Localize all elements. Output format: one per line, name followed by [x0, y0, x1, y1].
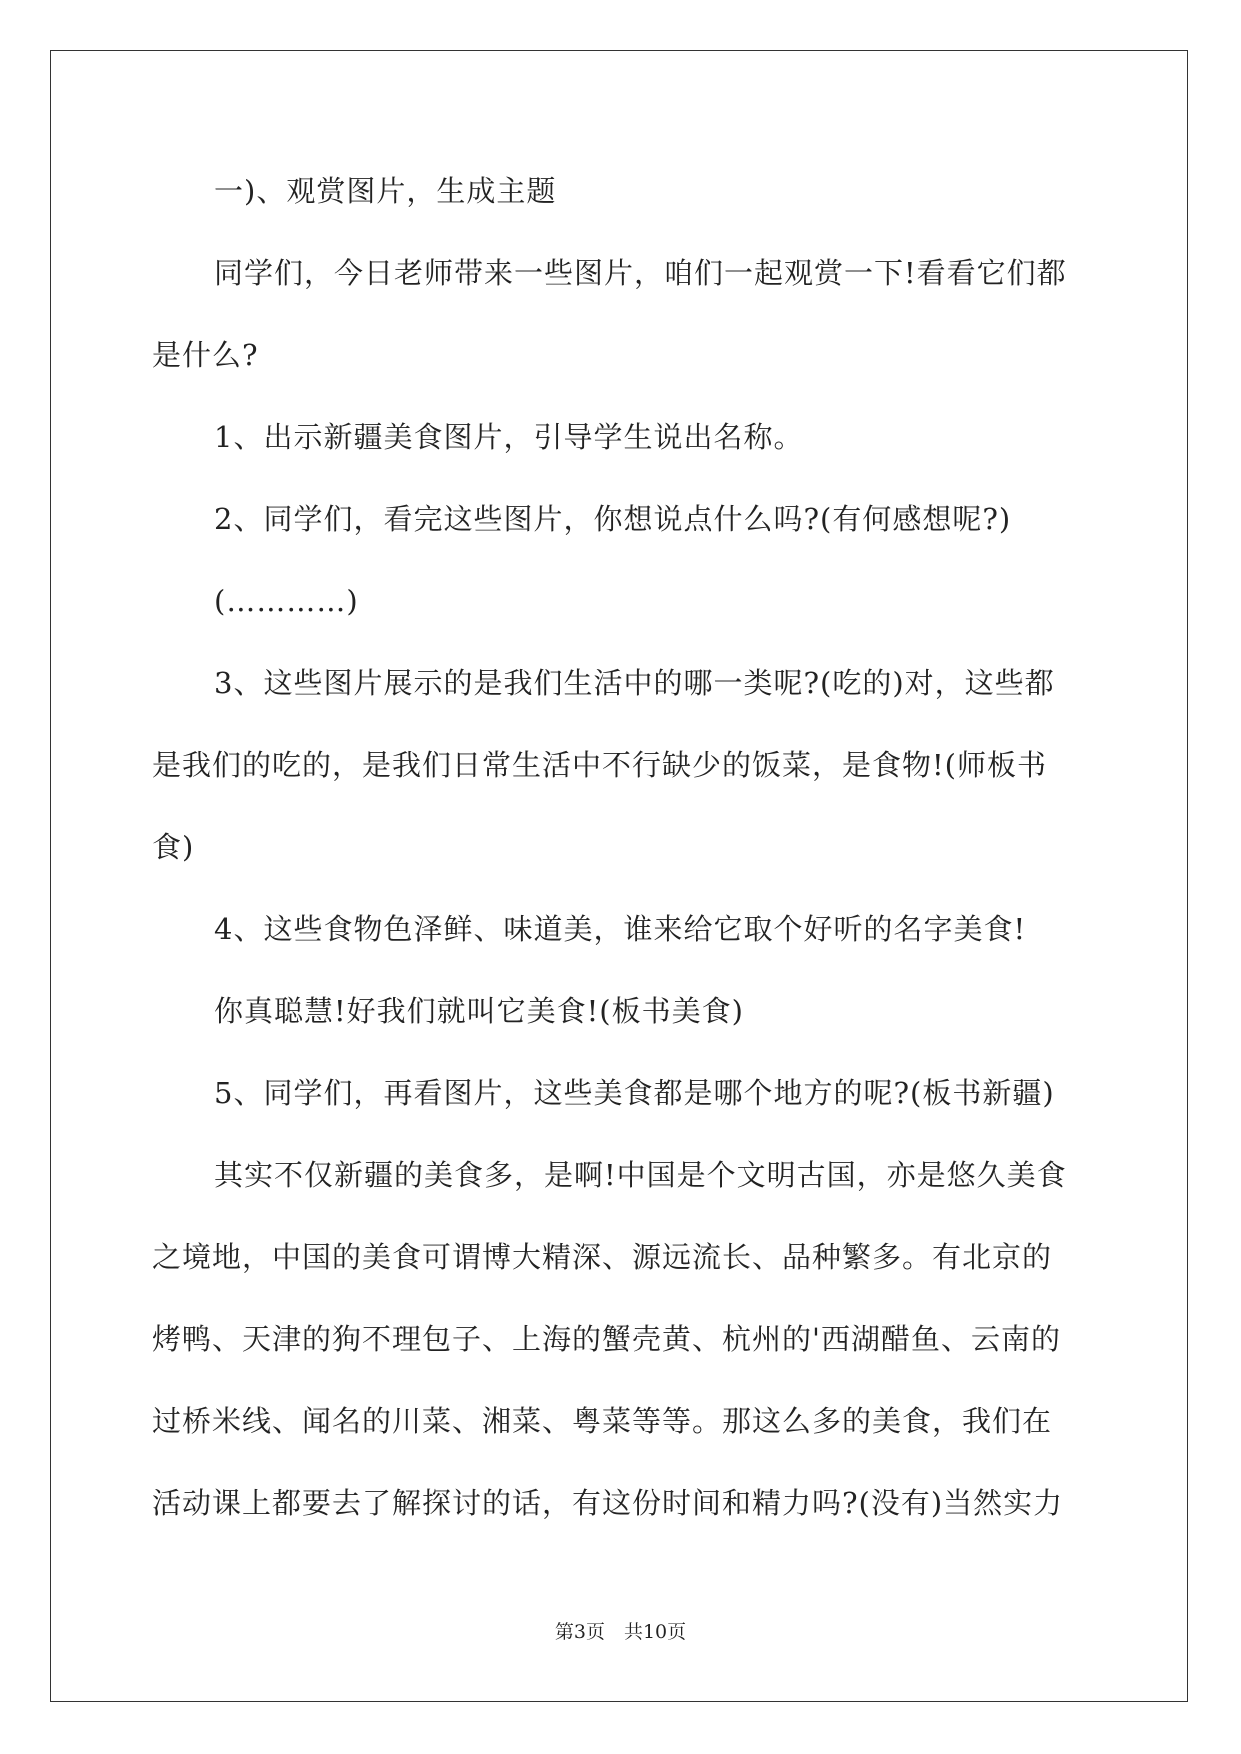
paragraph	[152, 478, 1090, 560]
text-line: 同学们，今日老师带来一些图片，咱们一起观赏一下!看看它们都	[214, 256, 1067, 290]
text-line: 烤鸭、天津的狗不理包子、上海的蟹壳黄、杭州的'西湖醋鱼、云南的	[152, 1322, 1061, 1356]
paragraph	[152, 642, 1090, 888]
paragraph	[152, 560, 1090, 642]
text-line: 之境地，中国的美食可谓博大精深、源远流长、品种繁多。有北京的	[152, 1240, 1053, 1274]
paragraph	[152, 970, 1090, 1052]
paragraph	[152, 396, 1090, 478]
text-line: 你真聪慧!好我们就叫它美食!(板书美食)	[214, 994, 744, 1028]
text-line: 3、这些图片展示的是我们生活中的哪一类呢?(吃的)对，这些都	[214, 666, 1055, 700]
text-line: 一)、观赏图片，生成主题	[214, 174, 557, 208]
paragraph	[152, 1052, 1090, 1134]
text-line: 是什么?	[152, 338, 259, 372]
text-line: 食)	[152, 830, 195, 864]
text-line: 活动课上都要去了解探讨的话，有这份时间和精力吗?(没有)当然实力	[152, 1486, 1064, 1520]
text-line: 2、同学们，看完这些图片，你想说点什么吗?(有何感想呢?)	[214, 502, 1012, 536]
text-line: 1、出示新疆美食图片，引导学生说出名称。	[214, 420, 804, 454]
text-line: 是我们的吃的，是我们日常生活中不行缺少的饭菜，是食物!(师板书	[152, 748, 1047, 782]
paragraph	[152, 1134, 1090, 1544]
text-line: 4、这些食物色泽鲜、味道美，谁来给它取个好听的名字美食!	[214, 912, 1027, 946]
text-line: 5、同学们，再看图片，这些美食都是哪个地方的呢?(板书新疆)	[214, 1076, 1055, 1110]
page-number-footer: 第3页 共10页	[554, 1621, 687, 1643]
text-line: (…………)	[214, 584, 359, 618]
document-body	[152, 150, 1090, 1544]
text-line: 其实不仅新疆的美食多，是啊!中国是个文明古国，亦是悠久美食	[214, 1158, 1067, 1192]
paragraph	[152, 888, 1090, 970]
text-line: 过桥米线、闻名的川菜、湘菜、粤菜等等。那这么多的美食，我们在	[152, 1404, 1053, 1438]
paragraph	[152, 150, 1090, 232]
paragraph	[152, 232, 1090, 396]
